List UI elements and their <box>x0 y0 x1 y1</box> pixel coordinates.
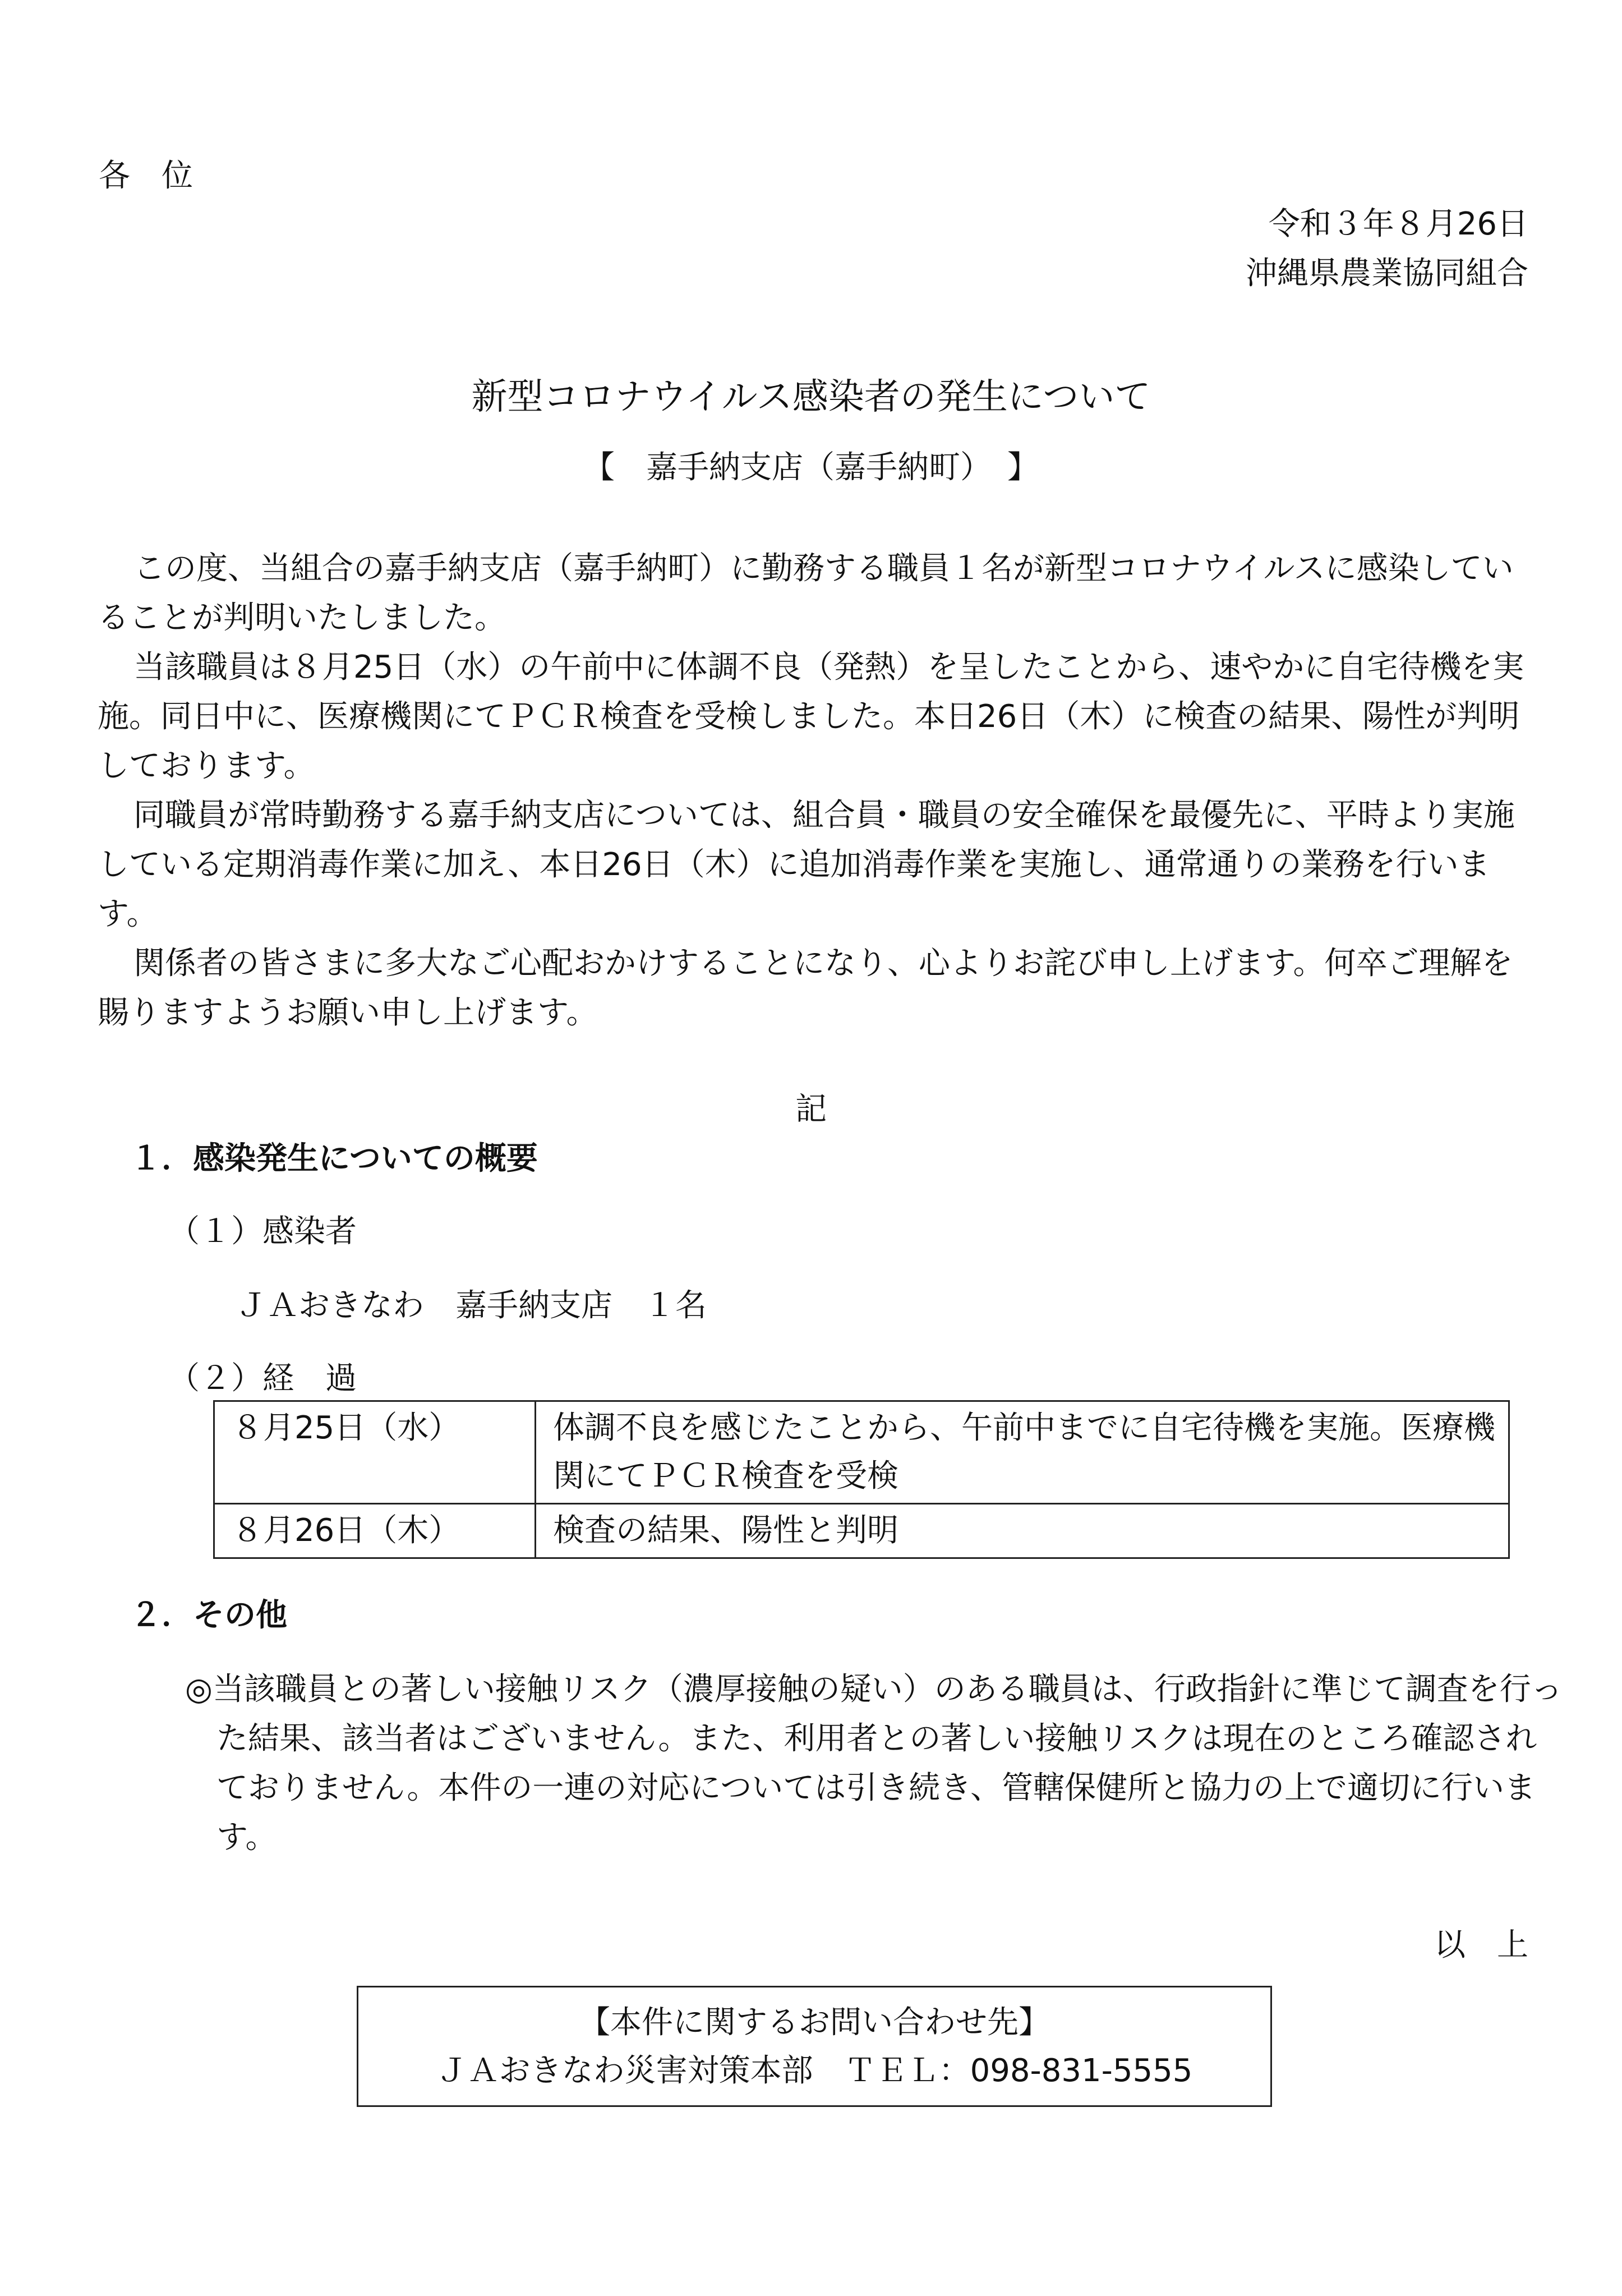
contact-box <box>357 1986 1272 2107</box>
section1-heading: １．感染発生についての概要 <box>130 1140 538 1177</box>
body-paragraph: この度、当組合の嘉手納支店（嘉手納町）に勤務する職員１名が新型コロナウイルスに感染していることが判明いたしました。 <box>98 550 1514 636</box>
contact-line: ＪＡおきなわ災害対策本部 ＴＥＬ：098-831-5555 <box>436 2053 1193 2089</box>
body-text <box>98 544 1533 1038</box>
timeline-date: ８月25日（水） <box>214 1401 536 1504</box>
sub2-heading: （２）経 過 <box>168 1360 357 1397</box>
sub1-heading: （１）感染者 <box>168 1213 357 1250</box>
section2-content: ◎当該職員との著しい接触リスク（濃厚接触の疑い）のある職員は、行政指針に準じて調査を行った結果、該当者はございません。また、利用者との著しい接触リスクは現在のところ確認されておりません。本件の一連の対応については引き続き、管轄保健所と協力の上で適切に行います。 <box>185 1671 1563 1856</box>
timeline-event: 検査の結果、陽性と判明 <box>536 1504 1509 1558</box>
document-subtitle: 【 嘉手納支店（嘉手納町） 】 <box>583 449 1039 486</box>
document-date: 令和３年８月26日 <box>1268 206 1528 242</box>
body-paragraph: 関係者の皆さまに多大なご心配おかけすることになり、心よりお詫び申し上げます。何卒ご理解を賜りますようお願い申し上げます。 <box>98 945 1513 1031</box>
issuer: 沖縄県農業協同組合 <box>1246 255 1528 292</box>
addressee: 各 位 <box>99 158 193 194</box>
closing: 以 上 <box>1434 1927 1528 1963</box>
timeline-table <box>213 1400 1510 1559</box>
timeline-event: 体調不良を感じたことから、午前中までに自宅待機を実施。医療機関にてＰＣＲ検査を受検 <box>536 1401 1509 1504</box>
ki-mark: 記 <box>795 1091 827 1128</box>
sub1-content: ＪＡおきなわ 嘉手納支店 １名 <box>236 1287 707 1324</box>
body-paragraph: 同職員が常時勤務する嘉手納支店については、組合員・職員の安全確保を最優先に、平時より実施している定期消毒作業に加え、本日26日（木）に追加消毒作業を実施し、通常通りの業務を行います。 <box>98 797 1515 932</box>
contact-heading: 【本件に関するお問い合わせ先】 <box>579 2004 1050 2041</box>
table-row <box>214 1504 1509 1558</box>
table-row <box>214 1401 1509 1504</box>
timeline-date: ８月26日（木） <box>214 1504 536 1558</box>
body-paragraph: 当該職員は８月25日（水）の午前中に体調不良（発熱）を呈したことから、速やかに自宅待機を実施。同日中に、医療機関にてＰＣＲ検査を受検しました。本日26日（木）に検査の結果、陽性が判明しております。 <box>98 649 1524 784</box>
section2-heading: ２．その他 <box>130 1597 287 1634</box>
document-title: 新型コロナウイルス感染者の発生について <box>471 376 1151 418</box>
